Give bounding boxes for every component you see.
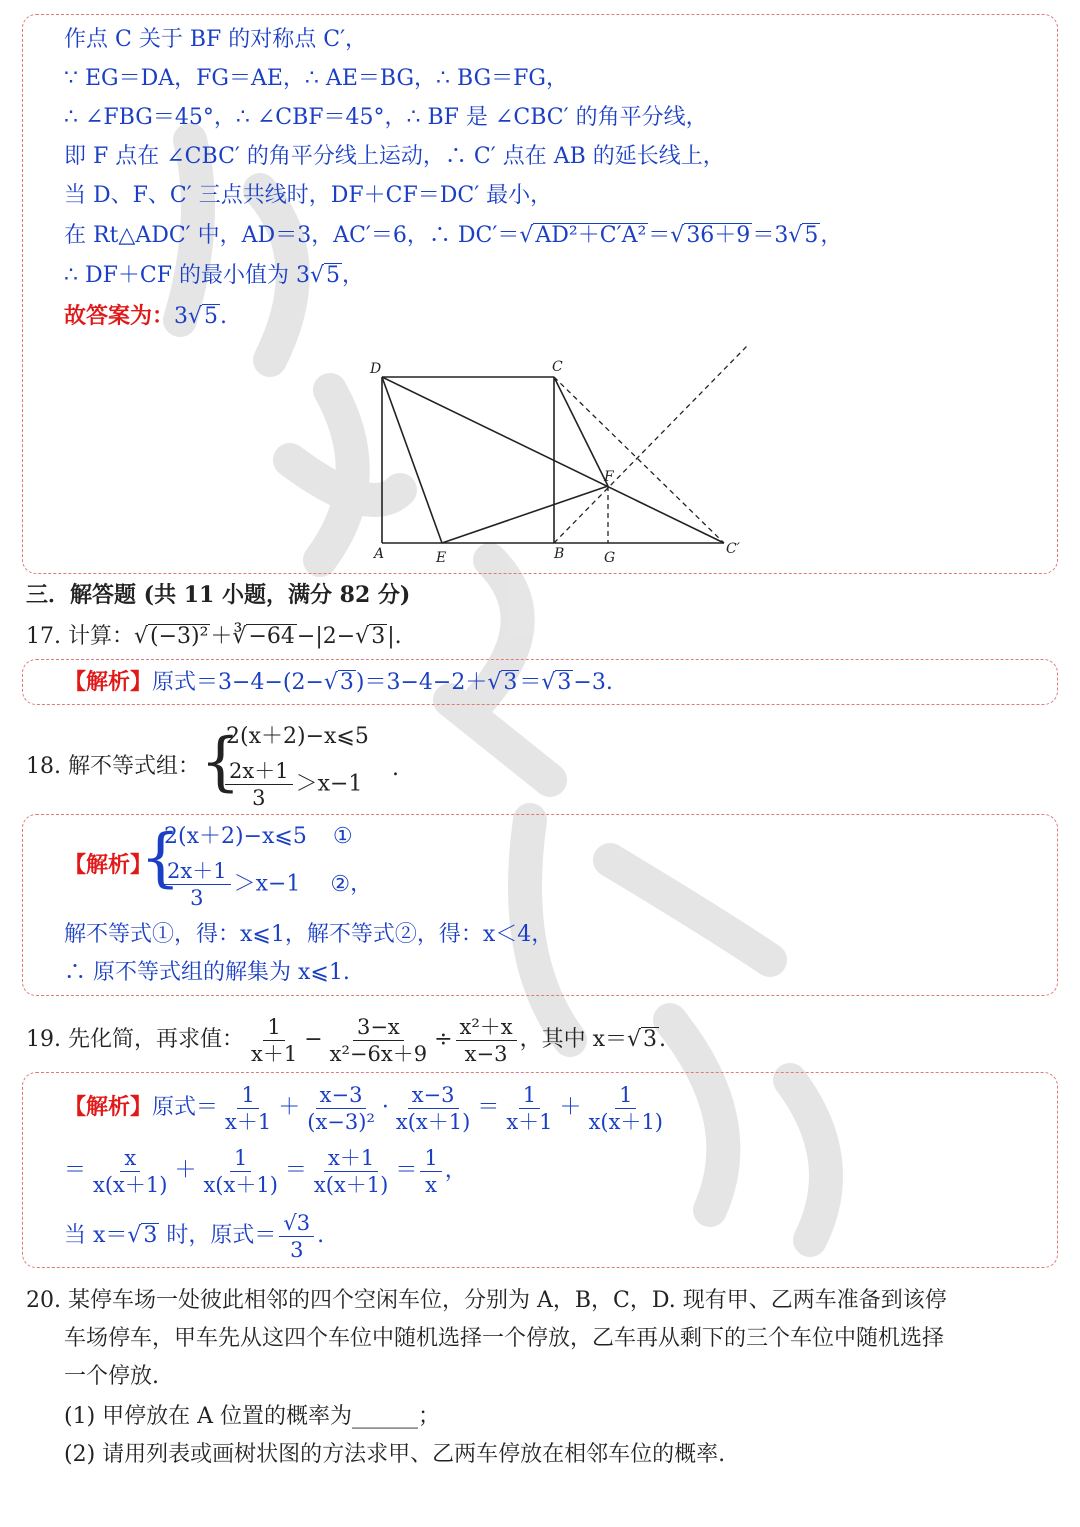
label-a: A bbox=[374, 546, 385, 562]
q19-plus2: ＋ bbox=[559, 1095, 582, 1120]
q18-ineq2 bbox=[222, 758, 362, 811]
q18-ineq2-rest: ＞x−1 bbox=[295, 771, 363, 797]
q19-sol-row1 bbox=[64, 1078, 670, 1137]
q19-s1-num: 1 bbox=[237, 1082, 258, 1109]
answer-value: 3√ bbox=[174, 304, 203, 329]
q19-r3-end: . bbox=[317, 1223, 325, 1248]
q19-eq1: ＝ bbox=[477, 1095, 500, 1120]
q19-s5 bbox=[585, 1082, 667, 1135]
answer-radicand: 5 bbox=[204, 304, 219, 329]
q18-sol-brace: { bbox=[140, 821, 181, 895]
s16-line3: ∴ ∠FBG＝45°，∴ ∠CBF＝45°，∴ BF 是 ∠CBC′ 的角平分线， bbox=[64, 105, 708, 130]
q17-a: 17. 计算：√ bbox=[26, 624, 148, 649]
q19-f3 bbox=[456, 1014, 517, 1067]
q19-r3-num: √3 bbox=[279, 1210, 314, 1237]
q17-sol-g: −3. bbox=[573, 670, 613, 695]
q17-e: −|2−√ bbox=[296, 624, 370, 649]
q19-plus1: ＋ bbox=[278, 1095, 301, 1120]
q19-f1-den: x＋1 bbox=[250, 1041, 298, 1066]
q19-f1-num: 1 bbox=[263, 1014, 284, 1041]
q19-plus3: ＋ bbox=[174, 1158, 197, 1183]
q19-s3 bbox=[392, 1082, 474, 1135]
q19-r2a-num: x bbox=[120, 1145, 140, 1172]
q19-s4-num: 1 bbox=[519, 1082, 540, 1109]
q17-g: |. bbox=[387, 624, 402, 649]
q19-tail-end: . bbox=[659, 1027, 667, 1052]
q19-r3-pre: 当 x＝√ bbox=[64, 1223, 142, 1248]
q19-question bbox=[26, 1012, 666, 1068]
q19-dot: · bbox=[381, 1095, 389, 1120]
segment-cf bbox=[554, 377, 608, 486]
label-d: D bbox=[370, 361, 382, 377]
label-f: F bbox=[604, 469, 614, 485]
q19-s5-num: 1 bbox=[615, 1082, 636, 1109]
label-c-prime: C′ bbox=[726, 541, 740, 557]
q17-d: −64 bbox=[248, 624, 295, 649]
answer-label: 故答案为： bbox=[64, 303, 175, 329]
q18-sol-ineq1 bbox=[164, 822, 353, 852]
q19-r2b bbox=[199, 1145, 281, 1198]
q19-eq2: ＝ bbox=[64, 1158, 87, 1183]
q19-r2c-num: x＋1 bbox=[324, 1145, 378, 1172]
s16-l7c: ， bbox=[342, 263, 365, 288]
q20-part1: (1) 甲停放在 A 位置的概率为______； bbox=[64, 1404, 441, 1429]
q18-sol-frac-den: 3 bbox=[190, 886, 204, 910]
q18-sol-mark1: ① bbox=[332, 824, 353, 849]
q17-b: (−3)² bbox=[150, 624, 209, 649]
q18-sol-ineq2-rest: ＞x−1 bbox=[233, 871, 301, 897]
q17-f: 3 bbox=[371, 624, 386, 649]
s16-line8 bbox=[64, 301, 227, 332]
q19-label: 19. 先化简，再求值： bbox=[26, 1027, 244, 1052]
q19-sol-row3 bbox=[64, 1208, 324, 1264]
segment-ef bbox=[442, 486, 608, 543]
q19-div: ÷ bbox=[434, 1027, 453, 1052]
q19-sol-row2 bbox=[64, 1142, 467, 1200]
q18-sol-line2: 解不等式①，得：x⩽1，解不等式②，得：x＜4， bbox=[64, 922, 554, 947]
q19-s3-den: x(x＋1) bbox=[395, 1109, 471, 1134]
s16-line5: 当 D、F、C′ 三点共线时，DF＋CF＝DC′ 最小， bbox=[64, 183, 553, 208]
q18-sol-ineq1-text: 2(x＋2)−x⩽5 bbox=[164, 824, 307, 849]
q20-part2: (2) 请用列表或画树状图的方法求甲、乙两车停放在相邻车位的概率. bbox=[64, 1442, 726, 1467]
q19-r2a bbox=[89, 1145, 171, 1198]
q20-line1: 20. 某停车场一处彼此相邻的四个空闲车位，分别为 A，B，C，D. 现有甲、乙两车准备到该停 bbox=[26, 1288, 947, 1313]
q19-r2c-den: x(x＋1) bbox=[313, 1172, 389, 1197]
section-title: 三．解答题 (共 11 小题，满分 82 分) bbox=[26, 582, 411, 608]
label-e: E bbox=[436, 550, 447, 566]
s16-line4: 即 F 点在 ∠CBC′ 的角平分线上运动，∴ C′ 点在 AB 的延长线上， bbox=[64, 144, 725, 169]
q19-f3-den: x−3 bbox=[464, 1041, 508, 1066]
q18-sol-ineq2 bbox=[160, 858, 372, 911]
q17-c: ＋∛ bbox=[210, 624, 247, 649]
s16-l7b: 5 bbox=[326, 263, 340, 288]
q19-f2-den: x²−6x＋9 bbox=[329, 1041, 428, 1066]
s16-l6e: ＝3√ bbox=[752, 223, 803, 248]
label-b: B bbox=[554, 546, 565, 562]
q19-f3-num: x²＋x bbox=[456, 1014, 517, 1041]
q17-solution bbox=[64, 667, 613, 698]
q18-end: . bbox=[392, 756, 399, 781]
q17-question bbox=[26, 622, 402, 652]
q18-sol-mark2: ② bbox=[330, 871, 351, 897]
q18-label: 18. 解不等式组： bbox=[26, 754, 200, 779]
q19-r2b-num: 1 bbox=[230, 1145, 251, 1172]
q19-s1 bbox=[221, 1082, 275, 1135]
q19-r2a-den: x(x＋1) bbox=[93, 1172, 168, 1197]
q19-sol-pre: 原式＝ bbox=[152, 1095, 219, 1120]
s16-l6d: 36＋9 bbox=[686, 223, 751, 248]
q18-frac bbox=[225, 758, 293, 811]
q18-sol-comma: ， bbox=[350, 871, 373, 897]
q18-frac-num: 2x＋1 bbox=[225, 758, 293, 785]
q18-frac-den: 3 bbox=[252, 786, 266, 810]
label-g: G bbox=[604, 550, 616, 566]
q19-r3-mid: 时，原式＝ bbox=[159, 1223, 277, 1248]
q17-sol-d: 3 bbox=[503, 670, 518, 695]
q19-f2-num: 3−x bbox=[353, 1014, 404, 1041]
q19-s4 bbox=[502, 1082, 556, 1135]
q20-line3: 一个停放. bbox=[64, 1364, 159, 1389]
q18-sol-frac-num: 2x＋1 bbox=[163, 858, 231, 885]
q19-minus: − bbox=[304, 1027, 323, 1052]
s16-l6g: ， bbox=[820, 223, 843, 248]
q18-sol-frac bbox=[163, 858, 231, 911]
q19-eq3: ＝ bbox=[284, 1158, 307, 1183]
q19-r3-den: 3 bbox=[290, 1237, 304, 1262]
q19-r2d bbox=[420, 1145, 441, 1198]
q20-line2: 车场停车，甲车先从这四个车位中随机选择一个停放，乙车再从剩下的三个车位中随机选择 bbox=[64, 1326, 945, 1351]
q19-tail: ，其中 x＝√ bbox=[519, 1027, 642, 1052]
s16-l6c: ＝√ bbox=[648, 223, 685, 248]
s16-line6 bbox=[64, 221, 842, 251]
q17-sol-label: 【解析】 bbox=[64, 669, 153, 695]
q19-tail-r: 3 bbox=[643, 1027, 658, 1052]
s16-line2: ∵ EG＝DA，FG＝AE，∴ AE＝BG，∴ BG＝FG， bbox=[64, 66, 569, 91]
q19-eq4: ＝ bbox=[395, 1158, 418, 1183]
label-c: C bbox=[552, 359, 563, 375]
s16-l6f: 5 bbox=[804, 223, 819, 248]
q19-f2 bbox=[326, 1014, 431, 1067]
q19-s1-den: x＋1 bbox=[225, 1109, 272, 1134]
q19-s5-den: x(x＋1) bbox=[588, 1109, 663, 1134]
q19-sol-label: 【解析】 bbox=[64, 1094, 153, 1120]
q19-f1 bbox=[247, 1014, 301, 1067]
q19-r2-end: ， bbox=[444, 1158, 467, 1183]
geometry-figure bbox=[360, 335, 760, 570]
s16-l6a: 在 Rt△ADC′ 中，AD＝3，AC′＝6，∴ DC′＝√ bbox=[64, 223, 534, 248]
q19-s2-den: (x−3)² bbox=[307, 1109, 375, 1134]
q17-sol-e: ＝√ bbox=[519, 670, 556, 695]
s16-l6b: AD²＋C′A² bbox=[535, 223, 647, 248]
answer-end: . bbox=[220, 304, 228, 329]
q19-r2b-den: x(x＋1) bbox=[203, 1172, 278, 1197]
q17-sol-b: 3 bbox=[339, 670, 354, 695]
q18-sol-line3: ∴ 原不等式组的解集为 x⩽1. bbox=[64, 960, 350, 985]
q17-sol-c: )＝3−4−2＋√ bbox=[355, 670, 502, 695]
q17-sol-f: 3 bbox=[557, 670, 572, 695]
q19-r2c bbox=[310, 1145, 392, 1198]
q19-r3-r: 3 bbox=[143, 1223, 158, 1248]
q19-r2d-num: 1 bbox=[420, 1145, 441, 1172]
q19-s4-den: x＋1 bbox=[506, 1109, 553, 1134]
s16-line7 bbox=[64, 261, 364, 291]
q19-s2 bbox=[303, 1082, 379, 1135]
s16-l7a: ∴ DF＋CF 的最小值为 3√ bbox=[64, 263, 324, 288]
q18-sol-label: 【解析】 bbox=[64, 852, 153, 878]
q19-r3-frac bbox=[279, 1210, 314, 1263]
s16-line1: 作点 C 关于 BF 的对称点 C′， bbox=[64, 27, 368, 52]
q19-s2-num: x−3 bbox=[316, 1082, 367, 1109]
q19-s3-num: x−3 bbox=[408, 1082, 459, 1109]
q18-ineq1: 2(x＋2)−x⩽5 bbox=[226, 724, 369, 749]
q18-brace: { bbox=[200, 725, 241, 799]
q17-sol-a: 原式＝3−4−(2−√ bbox=[152, 670, 338, 695]
q19-r2d-den: x bbox=[425, 1172, 437, 1197]
bisector-dashed bbox=[554, 345, 748, 543]
segment-cc-prime-dashed bbox=[554, 377, 724, 543]
